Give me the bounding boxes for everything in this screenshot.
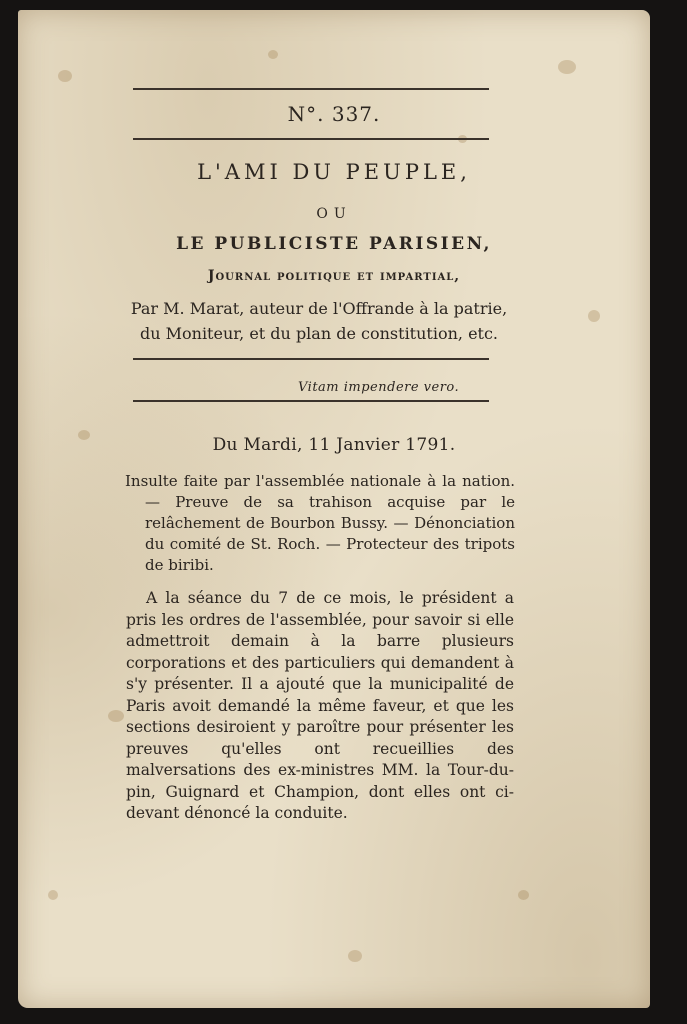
article-body bbox=[126, 588, 514, 825]
top-rule bbox=[133, 88, 489, 90]
stain bbox=[558, 60, 576, 74]
rule-under-number bbox=[133, 138, 489, 140]
summary-text: Insulte faite par l'assemblée nationale à la nation. — Preuve de sa trahison acquise par le relâchement de Bourbon Bussy. — Dénonciation du comité de St. Roch. — Protecteur des tripots de biribi. bbox=[125, 472, 515, 574]
article-paragraph: A la séance du 7 de ce mois, le président a pris les ordres de l'assemblée, pour savoir si elle admettroit demain à la barre plusieurs corporations et des particuliers qui demandent à s'y présenter. Il a ajouté que la municipalité de Paris avoit demandé la même faveur, et que les sections desiroient y paroître pour présenter les preuves qu'elles ont recueillies des malversations des ex-ministres MM. la Tour-du-pin, Guignard et Champion, dont elles ont ci-devant dénoncé la conduite. bbox=[126, 589, 514, 822]
masthead-subtitle: LE PUBLICISTE PARISIEN, bbox=[176, 234, 492, 254]
stain bbox=[268, 50, 278, 59]
stain bbox=[348, 950, 362, 962]
motto: Vitam impendere vero. bbox=[298, 380, 460, 395]
stain bbox=[58, 70, 72, 82]
stain bbox=[518, 890, 529, 900]
issue-number: N°. 337. bbox=[287, 102, 381, 126]
masthead-ou: OU bbox=[316, 206, 352, 222]
stain bbox=[588, 310, 600, 322]
newspaper-page bbox=[18, 10, 650, 1008]
author-byline: Par M. Marat, auteur de l'Offrande à la patrie, du Moniteur, et du plan de constitution, etc. bbox=[130, 299, 508, 343]
masthead-title: L'AMI DU PEUPLE, bbox=[197, 160, 471, 184]
stain bbox=[108, 710, 124, 722]
stain bbox=[48, 890, 58, 900]
issue-date: Du Mardi, 11 Janvier 1791. bbox=[212, 435, 456, 455]
article-summary bbox=[125, 471, 515, 576]
rule-above-motto bbox=[133, 358, 489, 360]
rule-below-motto bbox=[133, 400, 489, 402]
journal-description: Journal politique et impartial, bbox=[207, 268, 461, 284]
